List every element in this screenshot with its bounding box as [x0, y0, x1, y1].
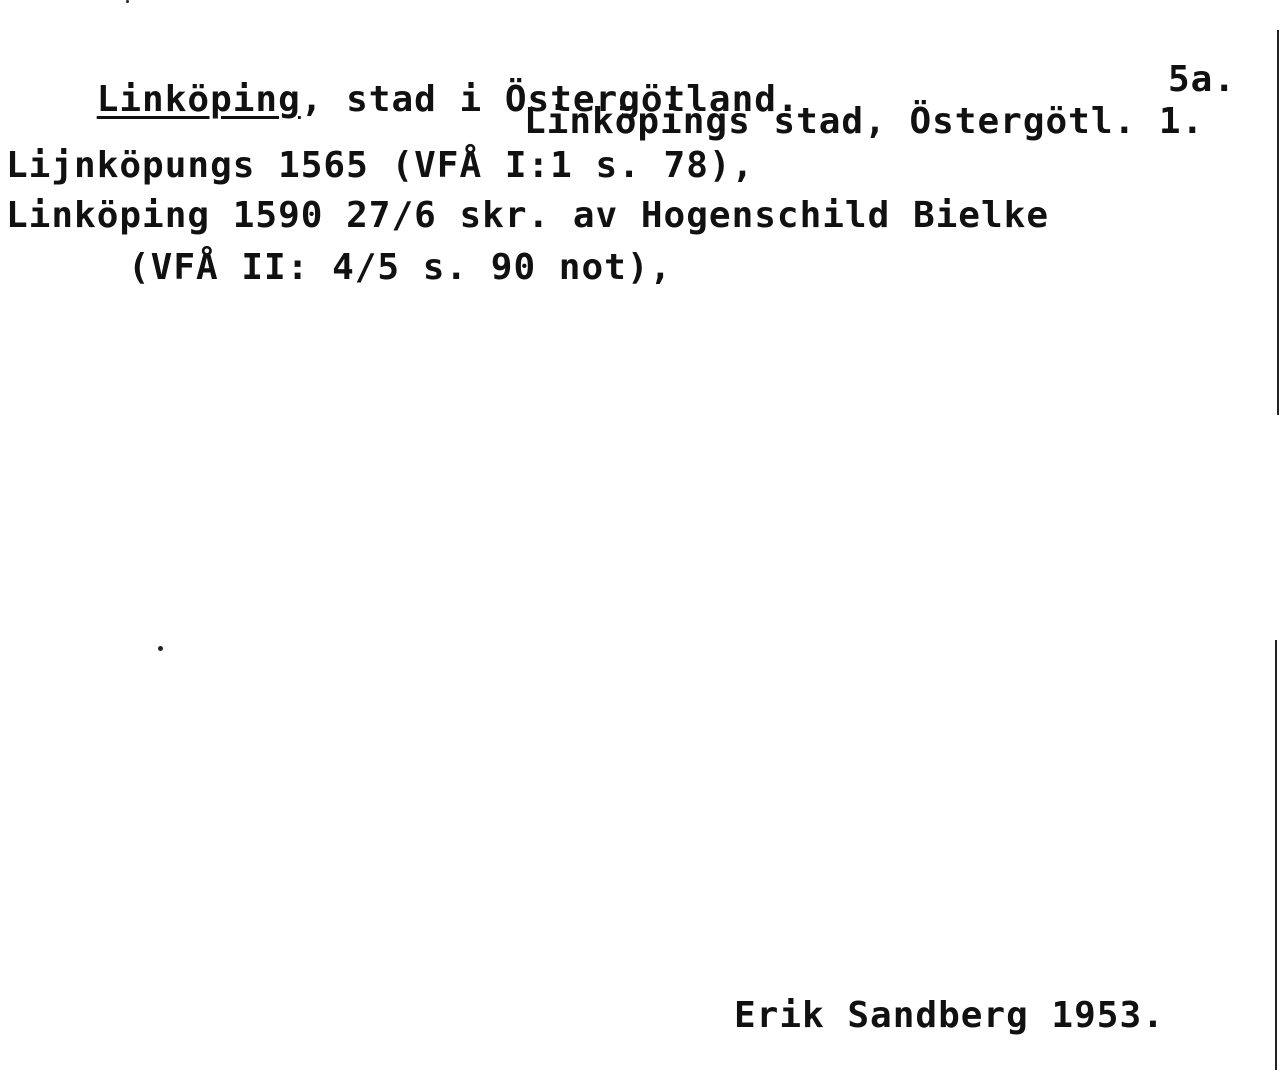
paper-speck-top	[126, 0, 129, 3]
entry-line-2: Linköping 1590 27/6 skr. av Hogenschild Bielke	[6, 195, 1049, 236]
entry-line-1: Lijnköpungs 1565 (VFÅ I:1 s. 78),	[6, 145, 755, 186]
card-headword: Linköping	[96, 79, 301, 120]
card-heading-rest: , stad i Östergötland.	[300, 79, 800, 120]
entry-line-3: (VFÅ II: 4/5 s. 90 not),	[128, 247, 673, 288]
card-edge-line-bottom	[1275, 640, 1277, 1070]
paper-speck	[158, 646, 163, 651]
card-edge-line-top	[1277, 30, 1279, 415]
card-number: 5a.	[1168, 59, 1237, 100]
parish-line: Linköpings stad, Östergötl. 1.	[524, 101, 1205, 142]
signature: Erik Sandberg 1953.	[734, 995, 1165, 1036]
